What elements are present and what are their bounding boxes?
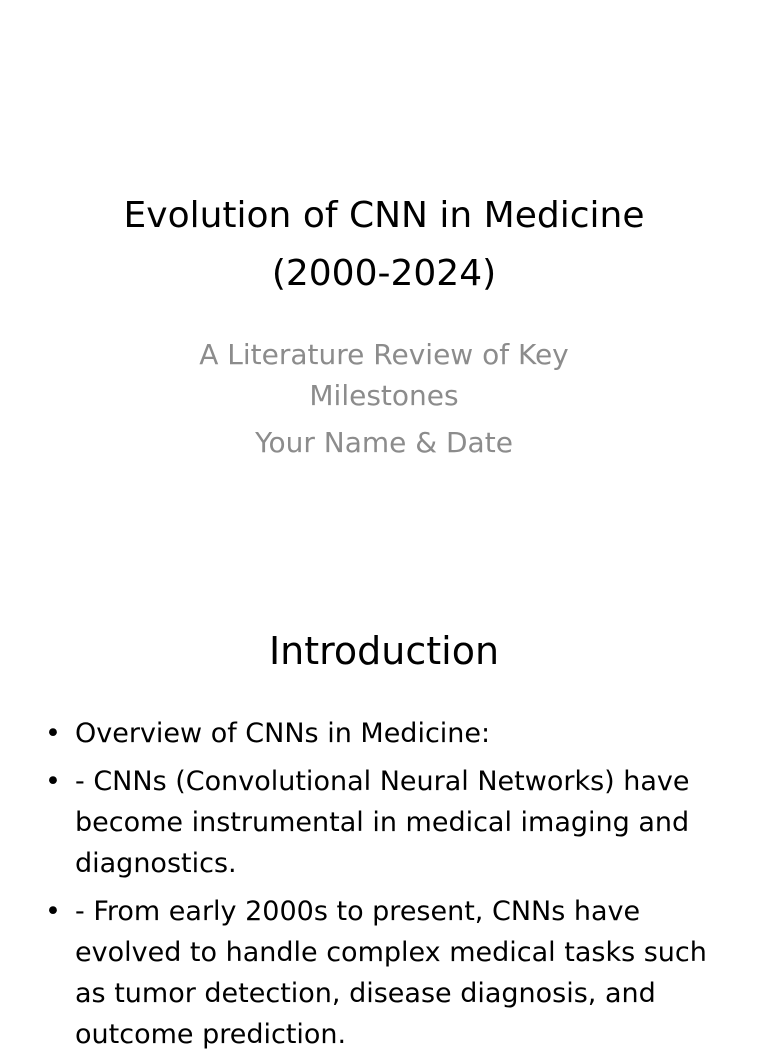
bullet-item [40,713,730,754]
bullet-icon: • [45,718,61,749]
bullet-text-line: as tumor detection, disease diagnosis, and [75,978,656,1009]
bullet-text-line: - From early 2000s to present, CNNs have [75,896,641,927]
introduction-slide [0,576,768,1050]
subtitle-line-1: A Literature Review of Key [199,338,569,371]
bullet-text-line: diagnostics. [75,848,237,879]
bullet-text-line: evolved to handle complex medical tasks such [75,937,707,968]
title-line-1: Evolution of CNN in Medicine [123,195,645,236]
bullet-item [40,891,730,1055]
bullet-text-line: - CNNs (Convolutional Neural Networks) have [75,766,690,797]
bullet-item [40,761,730,884]
presentation-title [40,187,728,303]
author-date-line: Your Name & Date [255,426,513,459]
presentation-subtitle [150,334,618,463]
bullet-text-line: become instrumental in medical imaging and [75,807,690,838]
bullet-icon: • [45,896,61,927]
subtitle-line-2: Milestones [309,379,459,412]
bullet-icon: • [45,766,61,797]
bullet-text-line: Overview of CNNs in Medicine: [75,718,491,749]
slide-title: Introduction [268,629,500,673]
bullet-text-line: outcome prediction. [75,1019,347,1050]
bullet-list [40,713,730,1062]
title-line-2: (2000-2024) [271,253,497,294]
